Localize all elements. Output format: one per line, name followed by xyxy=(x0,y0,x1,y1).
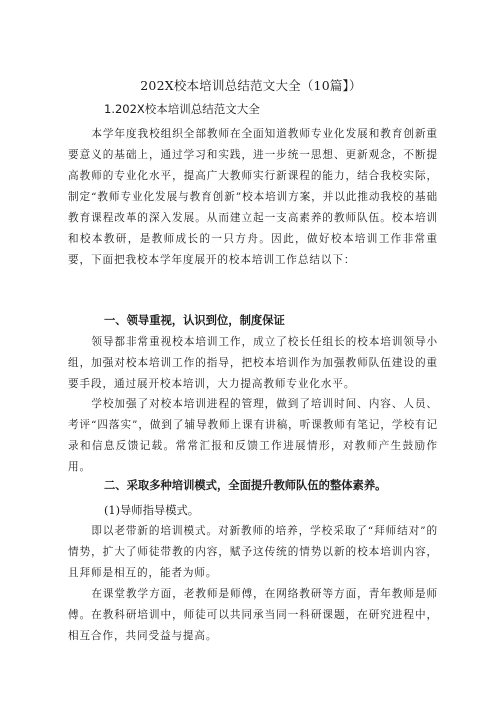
heading-training-modes: 二、采取多种培训模式，全面提升教师队伍的整体素养。 xyxy=(104,479,387,492)
document-title: 202X校本培训总结范文大全（10篇】） xyxy=(140,78,362,93)
paragraph-process-management: 学校加强了对校本培训进程的管理，做到了培训时间、内容、人员、考评“四落实”，做到了辅导教师上课有讲稿，听课教师有笔记，学校有记录和信息反馈记载。常常汇报和反馈工作进展情形，对教师产生鼓励作用。 xyxy=(68,398,438,473)
paragraph-mentor-model: 即以老带新的培训模式。对新教师的培养，学校采取了“拜师结对”的情势，扩大了师徒带教的内容，赋予这传统的情势以新的校本培训内容，且拜师是相互的，能者为师。 xyxy=(68,525,438,579)
heading-leadership: 一、领导重视，认识到位，制度保证 xyxy=(104,314,285,327)
intro-paragraph: 本学年度我校组织全部教师在全面知道教师专业化发展和教育创新重要意义的基础上，通过学习和实践，进一步统一思想、更新观念，不断提高教师的专业化水平，提高广大教师实行新课程的能力，结合我校实际，制定“教师专业化发展与教育创新”校本培训方案，并以此推动我校的基础教育课程改革的深入发展。从而建立起一支高素养的教师队伍。校本培训和校本教研，是教师成长的一只方舟。因此，做好校本培训工作非常重要，下面把我校本学年度展开的校本培训工作总结以下： xyxy=(68,128,438,266)
section-title: 1.202X校本培训总结范文大全 xyxy=(104,102,260,116)
paragraph-leadership-team: 领导都非常重视校本培训工作，成立了校长任组长的校本培训领导小组，加强对校本培训工作的指导，把校本培训作为加强教师队伍建设的重要手段，通过展开校本培训，大力提高教师专业化水平。 xyxy=(68,336,438,390)
subheading-mentor-model: (1)导师指导模式。 xyxy=(104,504,200,517)
paragraph-classroom-teaching: 在课堂教学方面，老教师是师傅，在网络教研等方面，青年教师是师傅。在教科研培训中，师徒可以共同承当同一科研课题，在研究进程中，相互合作，共同受益与提高。 xyxy=(68,588,438,642)
